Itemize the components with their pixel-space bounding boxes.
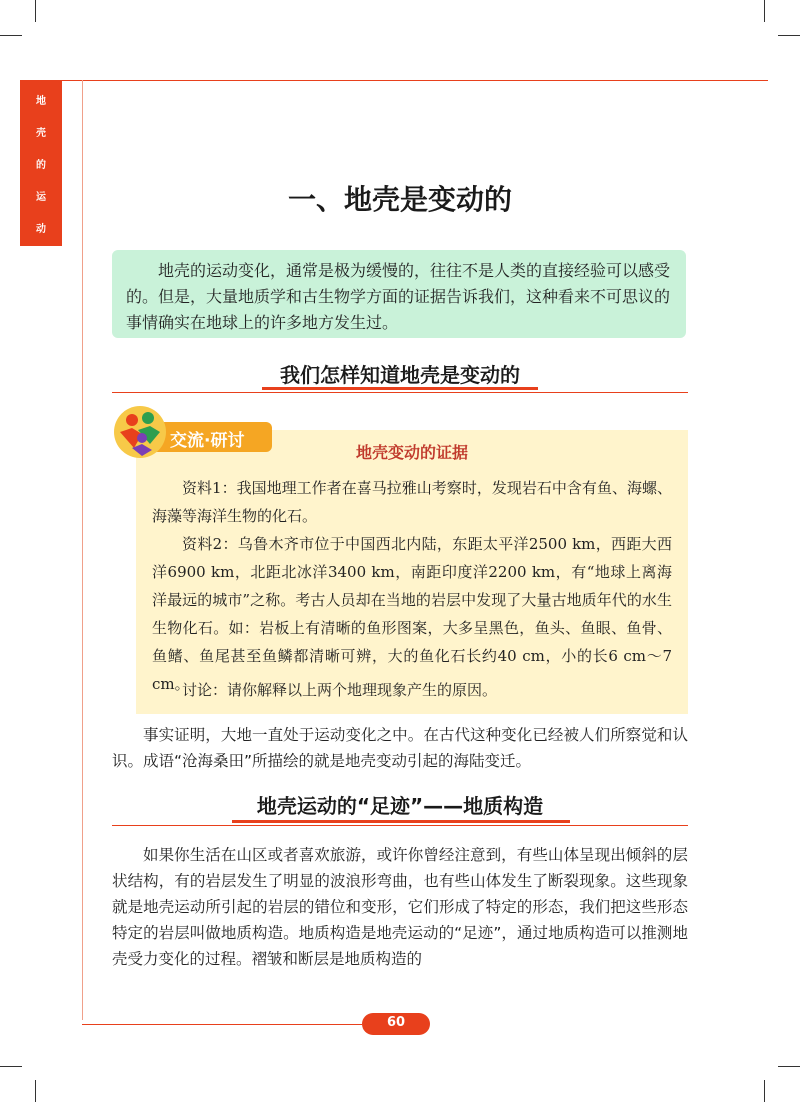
side-tab-char: 的 bbox=[36, 160, 46, 171]
evidence-heading: 地壳变动的证据 bbox=[355, 443, 468, 462]
crop-mark bbox=[35, 1080, 36, 1102]
crop-mark bbox=[778, 1066, 800, 1067]
side-tab-char: 运 bbox=[36, 192, 46, 203]
resource-paragraph: 资料1：我国地理工作者在喜马拉雅山考察时，发现岩石中含有鱼、海螺、海藻等海洋生物的化石。 bbox=[152, 479, 672, 525]
page-title: 一、地壳是变动的 bbox=[287, 183, 512, 216]
intro-text: 地壳的运动变化，通常是极为缓慢的，往往不是人类的直接经验可以感受的。但是，大量地质学和古生物学方面的证据告诉我们，这种看来不可思议的事情确实在地球上的许多地方发生过。 bbox=[126, 261, 671, 332]
body-paragraph: 事实证明，大地一直处于运动变化之中。在古代这种变化已经被人们所察觉和认识。成语“沧海桑田”所描绘的就是地壳变动引起的海陆变迁。 bbox=[112, 726, 688, 770]
left-margin-rule bbox=[82, 80, 83, 1020]
badge-label: 交流·研讨 bbox=[170, 431, 245, 451]
section-rule bbox=[112, 392, 688, 393]
crop-mark bbox=[764, 0, 765, 22]
crop-mark bbox=[0, 1066, 22, 1067]
section-heading-underline bbox=[262, 387, 538, 390]
section-heading: 我们怎样知道地壳是变动的 bbox=[280, 363, 520, 387]
side-tab-char: 动 bbox=[36, 224, 46, 235]
section-heading: 地壳运动的“足迹”——地质构造 bbox=[256, 794, 544, 818]
body-paragraph: 如果你生活在山区或者喜欢旅游，或许你曾经注意到，有些山体呈现出倾斜的层状结构，有的岩层发生了明显的波浪形弯曲，也有些山体发生了断裂现象。这些现象就是地壳运动所引起的岩层的错位和变形，它们形成了特定的形态，我们把这些形态特定的岩层叫做地质构造。地质构造是地壳运动的“足迹”，通过地质构造可以推测地壳受力变化的过程。褶皱和断层是地质构造的 bbox=[112, 846, 688, 968]
resource-paragraph: 资料2：乌鲁木齐市位于中国西北内陆，东距太平洋2500 km，西距大西洋6900 km，北距北冰洋3400 km，南距印度洋2200 km，有“地球上离海洋最远的城市”之称。考古人员却在当地的岩层中发现了大量古地质年代的水生生物化石。如：岩板上有清晰的鱼形图案，大多呈黑色，鱼头、鱼眼、鱼骨、鱼鳍、鱼尾甚至鱼鳞都清晰可辨，大的鱼化石长约40 cm，小的长6 cm～7 cm。 bbox=[152, 535, 672, 693]
crop-mark bbox=[778, 35, 800, 36]
side-tab-char: 地 bbox=[36, 96, 46, 107]
page-number: 60 bbox=[386, 1015, 406, 1030]
crop-mark bbox=[0, 35, 22, 36]
discussion-paragraph: 讨论：请你解释以上两个地理现象产生的原因。 bbox=[182, 681, 498, 699]
side-tab-char: 壳 bbox=[36, 128, 46, 139]
crop-mark bbox=[35, 0, 36, 22]
section-heading-underline bbox=[232, 820, 570, 823]
chapter-side-tab bbox=[20, 80, 62, 246]
section-rule bbox=[112, 825, 688, 826]
crop-mark bbox=[764, 1080, 765, 1102]
bottom-rule bbox=[82, 1024, 362, 1025]
top-rule bbox=[62, 80, 768, 81]
